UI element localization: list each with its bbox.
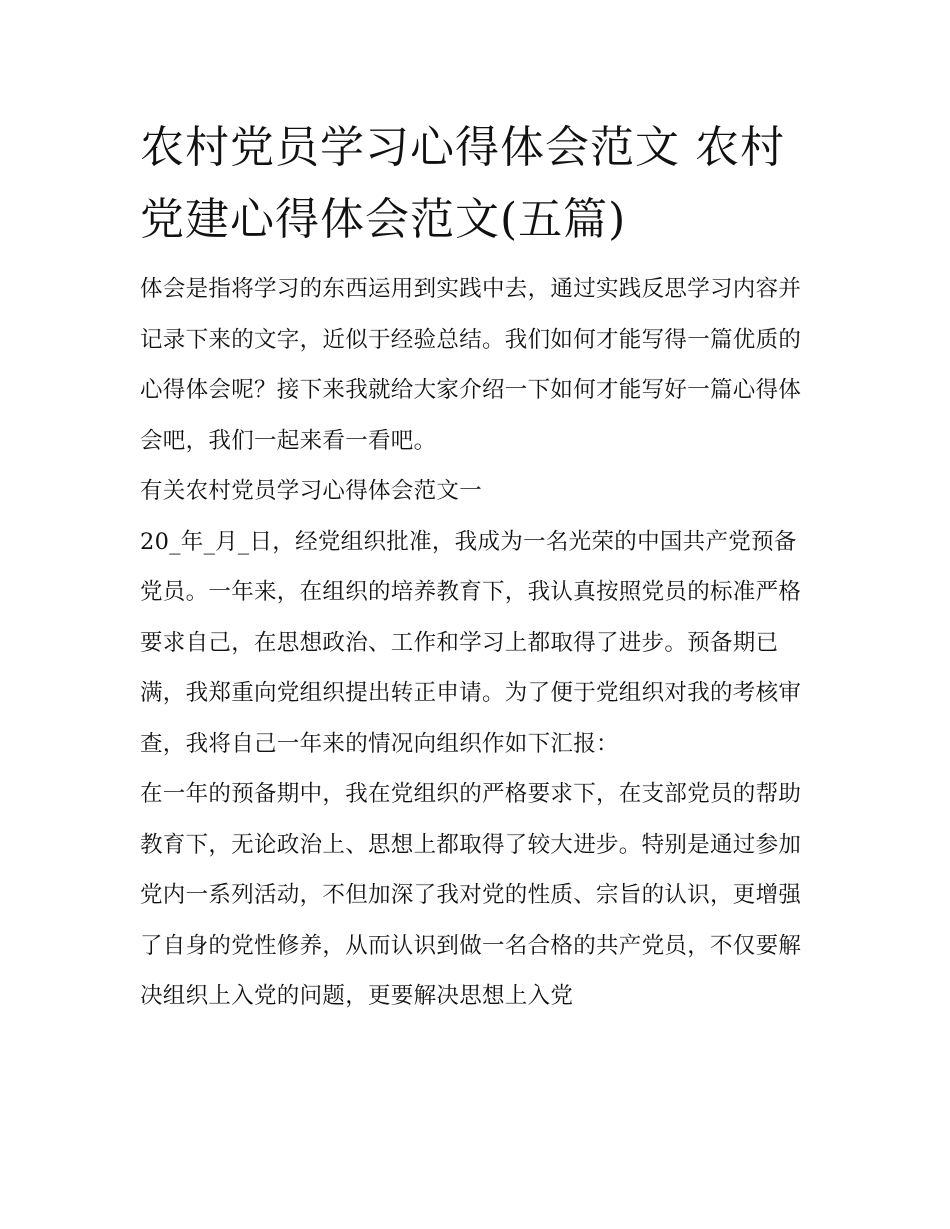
intro-paragraph: 体会是指将学习的东西运用到实践中去，通过实践反思学习内容并记录下来的文字，近似于经验总结。我们如何才能写得一篇优质的心得体会呢？接下来我就给大家介绍一下如何才能写好一篇心得体会吧，我们一起来看一看吧。: [140, 276, 802, 454]
document-title: 农村党员学习心得体会范文 农村党建心得体会范文(五篇): [140, 122, 785, 245]
section-heading: 有关农村党员学习心得体会范文一: [140, 478, 483, 504]
body-paragraph-2: 在一年的预备期中，我在党组织的严格要求下，在支部党员的帮助教育下，无论政治上、思想上都取得了较大进步。特别是通过参加党内一系列活动，不但加深了我对党的性质、宗旨的认识，更增强了自身的党性修养，从而认识到做一名合格的共产党员，不仅要解决组织上入党的问题，更要解决思想上入党: [140, 781, 802, 1009]
document-page: [140, 112, 812, 1022]
body-paragraph-1: 20_年_月_日，经党组织批准，我成为一名光荣的中国共产党预备党员。一年来，在组织的培养教育下，我认真按照党员的标准严格要求自己，在思想政治、工作和学习上都取得了进步。预备期已满，我郑重向党组织提出转正申请。为了便于党组织对我的考核审查，我将自己一年来的情况向组织作如下汇报：: [140, 528, 802, 757]
